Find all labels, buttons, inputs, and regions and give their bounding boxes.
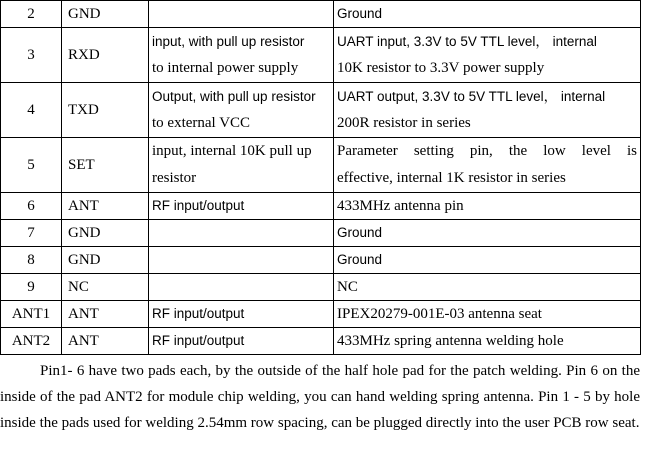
pin-description-cell: NC — [334, 274, 641, 301]
pin-io-cell — [149, 138, 334, 193]
pin-description-cell — [334, 83, 641, 138]
pin-name-cell: GND — [62, 220, 149, 247]
pin-io-line: Output, with pull up resistor — [152, 89, 316, 104]
pad-note — [0, 358, 640, 436]
pin-io-line: to internal power supply — [152, 60, 299, 76]
pin-io-cell: RF input/output — [149, 301, 334, 328]
table-row — [1, 328, 641, 355]
pin-description-cell — [334, 138, 641, 193]
table-row — [1, 193, 641, 220]
pin-number-cell: 8 — [1, 247, 62, 274]
pin-number-cell: 3 — [1, 28, 62, 83]
pin-description-line: effective, internal 1K resistor in series — [337, 170, 566, 186]
pad-note-paragraph: Pin1- 6 have two pads each, by the outside of the half hole pad for the patch welding. Pin 6 on the inside of the pad ANT2 for module chip welding, you can hand welding spring antenna. Pin 1 - 5 by hole inside the pads used for welding 2.54mm row spacing, can be plugged directly into the user PCB row seat. — [0, 363, 640, 431]
table-row — [1, 301, 641, 328]
pin-description-cell: IPEX20279-001E-03 antenna seat — [334, 301, 641, 328]
pin-name-cell: GND — [62, 247, 149, 274]
pin-name-cell: ANT — [62, 193, 149, 220]
pin-number-cell: 2 — [1, 1, 62, 28]
pin-io-cell — [149, 247, 334, 274]
pin-number-cell: 5 — [1, 138, 62, 193]
pin-io-cell — [149, 274, 334, 301]
pin-number-cell: 6 — [1, 193, 62, 220]
pin-name-cell: ANT — [62, 328, 149, 355]
pin-number-cell: 4 — [1, 83, 62, 138]
table-row — [1, 274, 641, 301]
pin-description-cell: 433MHz spring antenna welding hole — [334, 328, 641, 355]
pin-io-cell: RF input/output — [149, 328, 334, 355]
pin-name-cell: NC — [62, 274, 149, 301]
pin-number-cell: ANT2 — [1, 328, 62, 355]
pin-io-cell — [149, 220, 334, 247]
pin-name-cell: GND — [62, 1, 149, 28]
pin-description-cell — [334, 28, 641, 83]
pin-io-cell — [149, 28, 334, 83]
pin-description-cell: Ground — [334, 247, 641, 274]
table-row — [1, 1, 641, 28]
pin-name-cell: RXD — [62, 28, 149, 83]
pin-description-cell: Ground — [334, 220, 641, 247]
table-row — [1, 28, 641, 83]
pin-description-cell: Ground — [334, 1, 641, 28]
table-row — [1, 247, 641, 274]
pin-name-cell: ANT — [62, 301, 149, 328]
pin-number-cell: ANT1 — [1, 301, 62, 328]
table-row — [1, 138, 641, 193]
pin-description-line: UART output, 3.3V to 5V TTL level， internal — [337, 89, 606, 104]
table-row — [1, 83, 641, 138]
pin-io-cell — [149, 1, 334, 28]
pin-number-cell: 9 — [1, 274, 62, 301]
pin-io-line: to external VCC — [152, 115, 251, 131]
pin-name-cell: TXD — [62, 83, 149, 138]
table-row — [1, 220, 641, 247]
pin-number-cell: 7 — [1, 220, 62, 247]
pin-name-cell: SET — [62, 138, 149, 193]
pin-description-line: 200R resistor in series — [337, 115, 471, 131]
pin-io-line: input, internal 10K pull up — [152, 143, 312, 159]
pin-description-cell: 433MHz antenna pin — [334, 193, 641, 220]
pin-io-cell — [149, 83, 334, 138]
pin-description-line: UART input, 3.3V to 5V TTL level， internal — [337, 34, 597, 49]
pin-io-line: input, with pull up resistor — [152, 34, 305, 49]
pin-io-cell: RF input/output — [149, 193, 334, 220]
pin-description-line: 10K resistor to 3.3V power supply — [337, 60, 545, 76]
pin-io-line: resistor — [152, 170, 197, 186]
pin-description-line: Parameter setting pin, the low level is — [337, 143, 637, 159]
